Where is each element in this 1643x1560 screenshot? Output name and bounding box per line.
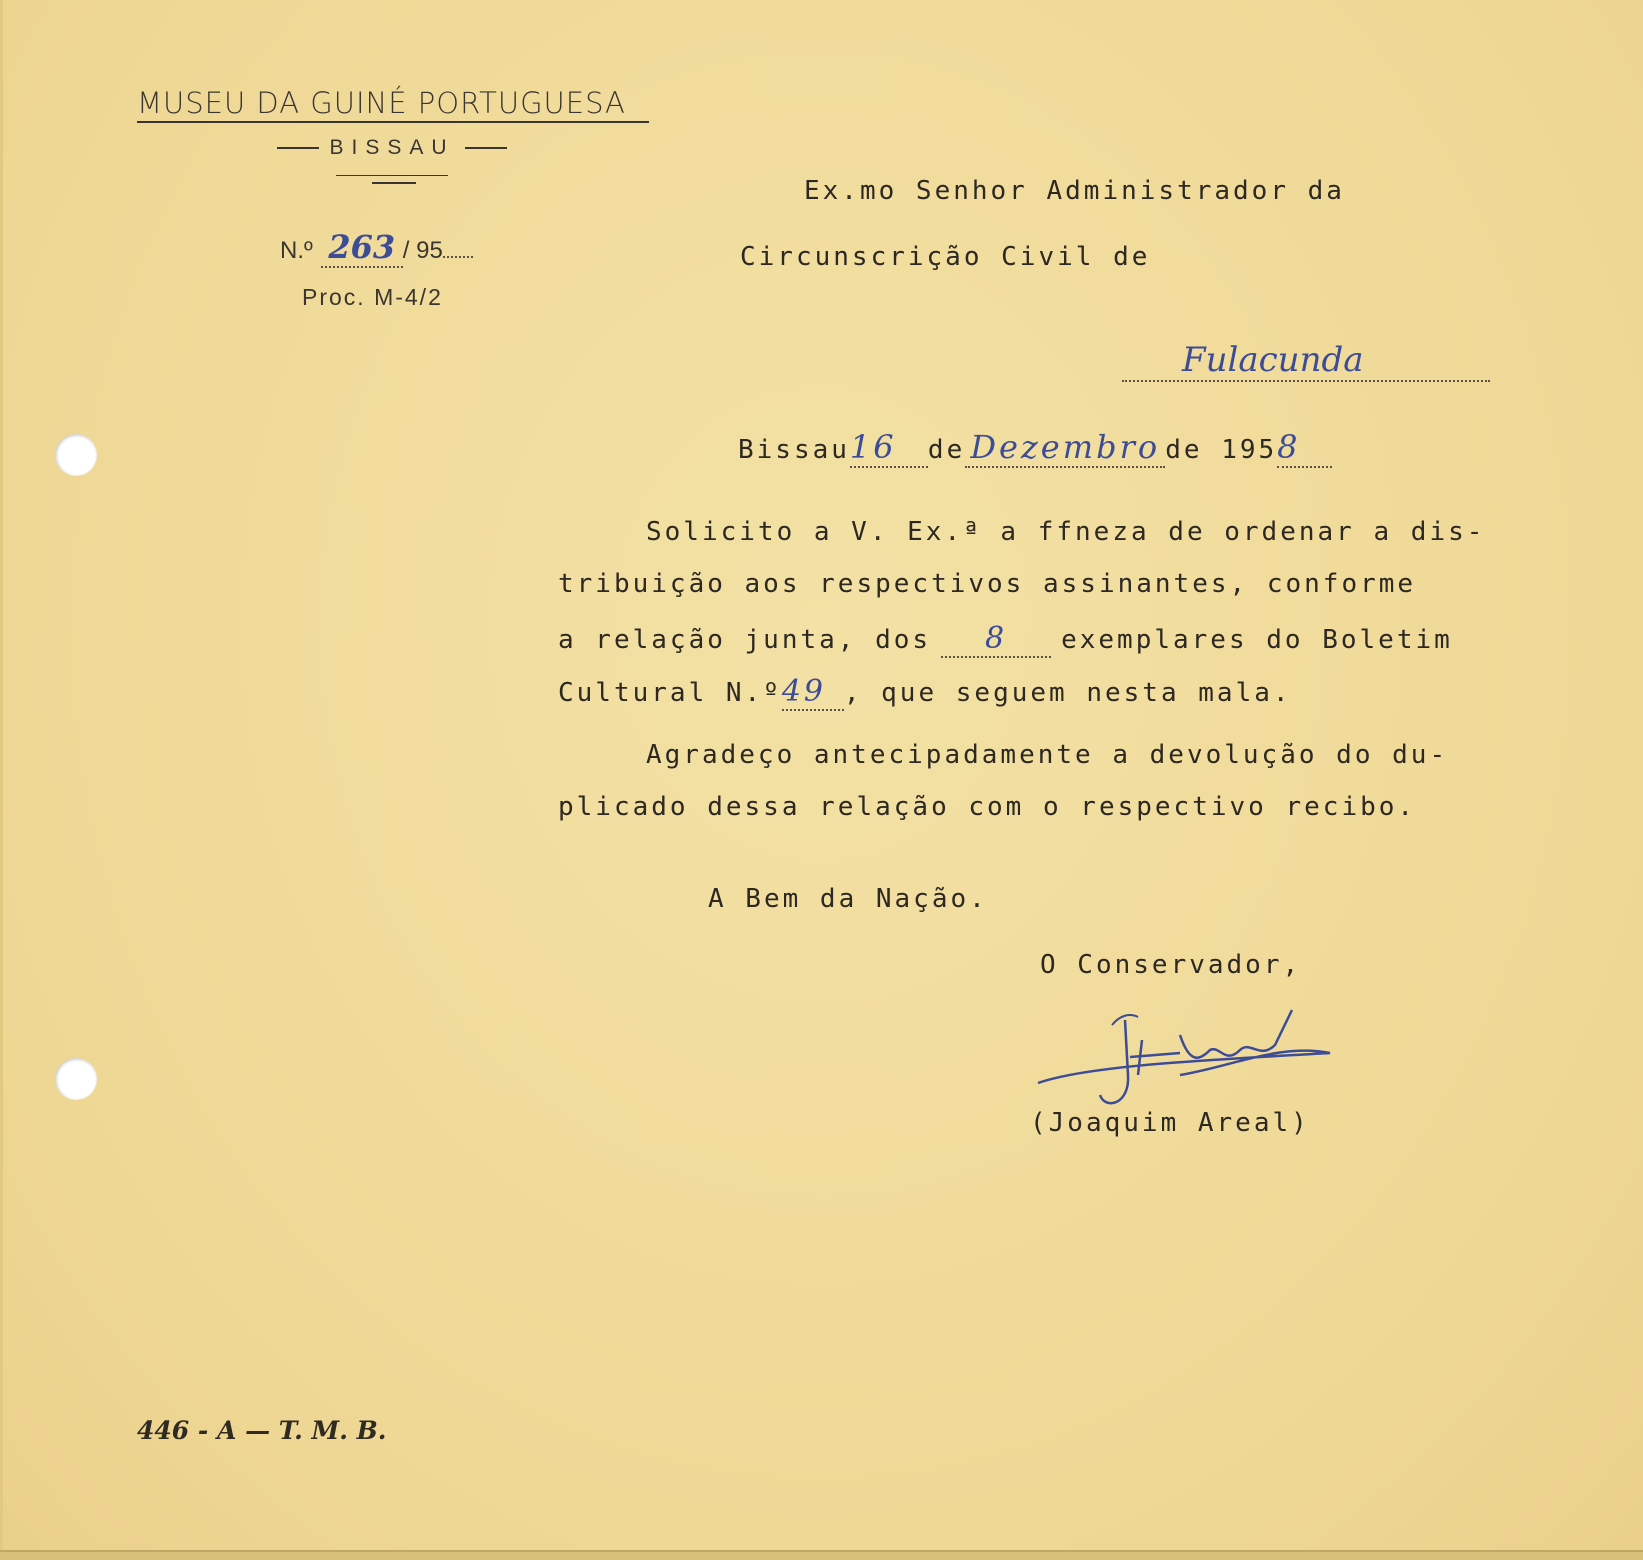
letterhead-rule [137,121,649,123]
number-handwritten: 263 [328,228,396,266]
body-line-3-start: a relação junta, dos [558,625,932,655]
number-prefix: N.º [280,237,313,264]
ornament-rule [336,175,448,176]
letterhead-city [262,136,522,160]
date-prefix: Bissau [738,435,850,465]
punch-hole-top [55,434,97,476]
signer-title: O Conservador, [1040,950,1302,980]
process-reference: Proc. M-4/2 [302,284,443,310]
copies-handwritten: 8 [985,621,1008,656]
copies-field [941,621,1051,658]
day-field [850,428,928,468]
body-line-1: Solicito a V. Ex.ª a ffneza de ordenar a dis- [646,517,1486,547]
body-line-6: plicado dessa relação com o respectivo recibo. [558,792,1417,822]
date-line [738,428,1332,468]
day-handwritten: 16 [849,428,897,466]
body-line-2: tribuição aos respectivos assinantes, conforme [558,569,1417,599]
dash-right [465,147,507,149]
handwritten-signature [1030,1005,1360,1115]
dash-left [277,147,319,149]
paper-left-edge [0,0,3,1560]
year-handwritten: 8 [1277,428,1301,466]
body-line-4 [558,674,1292,711]
number-suffix-dots [443,256,473,258]
body-line-5: Agradeço antecipadamente a devolução do du- [646,740,1449,770]
date-de-2: de 195 [1165,435,1278,465]
body-line-3-end: exemplares do Boletim [1061,625,1453,655]
ornament-rule-short [372,182,416,184]
city-name: BISSAU [329,136,455,159]
addressee-line-2: Circunscrição Civil de [740,242,1151,272]
year-field [1277,428,1332,468]
salutation: A Bem da Nação. [708,884,988,914]
number-suffix: / 95 [402,237,443,264]
body-line-4-end: , que seguem nesta mala. [843,678,1292,708]
issue-handwritten: 49 [781,674,827,709]
addressee-place-handwritten: Fulacunda [1182,340,1364,380]
body-line-3 [558,621,1453,658]
body-line-4-start: Cultural N.º [558,678,782,708]
reference-number [280,228,473,268]
paper-bottom-edge [0,1550,1643,1560]
institution-name: MUSEU DA GUINÉ PORTUGUESA [137,86,626,120]
addressee-place-field [1122,340,1490,382]
addressee-line-1: Ex.mo Senhor Administrador da [804,176,1345,206]
date-de-1: de [927,435,966,465]
issue-field [782,674,844,711]
punch-hole-bottom [55,1058,97,1100]
month-handwritten: Dezembro [970,428,1161,466]
number-field [321,228,403,268]
signer-name: (Joaquim Areal) [1030,1108,1310,1138]
month-field [965,428,1165,468]
form-code: 446 - A — T. M. B. [137,1416,387,1445]
